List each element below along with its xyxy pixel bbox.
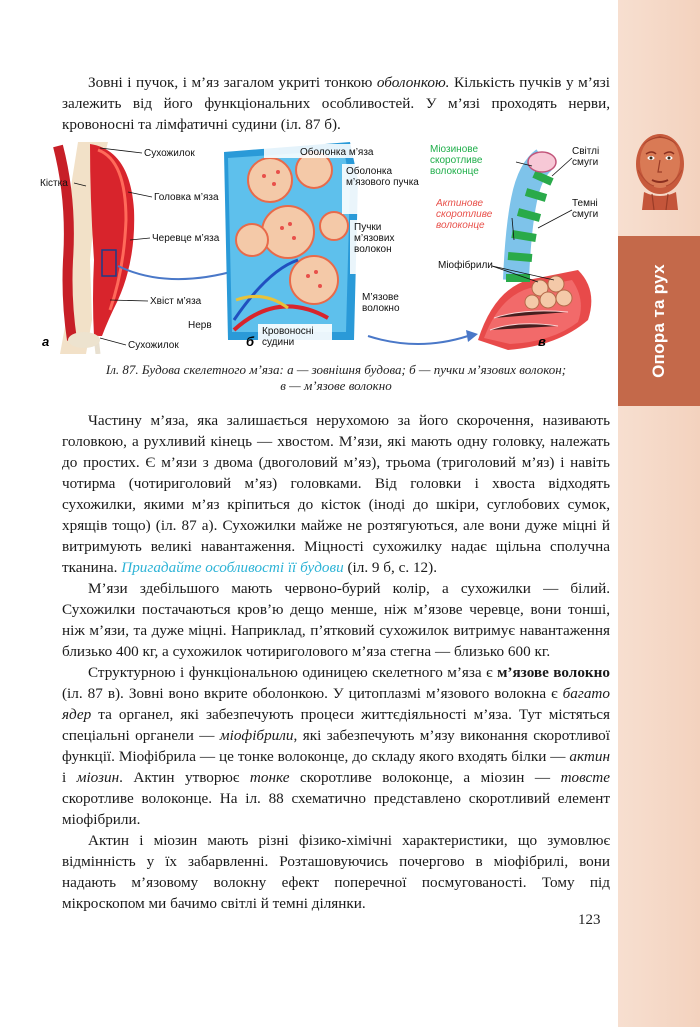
intro-paragraph	[62, 72, 610, 135]
figure-87-muscle-structure	[38, 140, 613, 354]
panel-c-letter: в	[538, 334, 546, 349]
arrow-b-to-c-head	[466, 330, 478, 342]
para2-text-2: (іл. 9 б, с. 12).	[343, 559, 438, 576]
label-a-head: Головка м’яза	[154, 192, 219, 203]
label-a-tendon-bottom: Сухожилок	[128, 340, 179, 351]
label-a-bone: Кістка	[40, 178, 68, 189]
intro-text-2: Кількість пучків у м’язі залежить від його функціональних особливостей. У м’язі проходять нерви, кровоносні та лімфатичні судини (іл. 87 б).	[62, 74, 610, 133]
panel-a-letter: а	[42, 334, 50, 349]
label-c-myofibrils: Міофібрили	[438, 260, 493, 271]
paragraph-tendons	[62, 578, 610, 662]
paragraph-muscle-fiber: Структурною і функціональною одиницею скелетного м’яза є м’язове волокно (іл. 87 в). Зовні воно вкрите оболонкою. У цитоплазмі м’язового волокна є багато ядер та органел, які забезпечують процеси життєдіяльності м’яза. Тут містяться спеціальні органели — міофібрили, які забезпечують м’язу виконання скоротливої функції. Міофібрила — це тонке волоконце, до складу якого входять білки — актин і міозин. Актин утворює тонке скоротливе волоконце, а міозин — товсте скоротливе волоконце. На іл. 88 схематично представлено скоротливий елемент міофібрили.	[62, 664, 611, 828]
label-a-tendon-top: Сухожилок	[144, 148, 195, 159]
term-myofibrils: міофібрили	[219, 727, 294, 744]
label-b-fiber-bundles: Пучки м’язових волокон	[354, 222, 395, 255]
panel-c-muscle-fiber	[430, 144, 612, 350]
intro-term-membrane: оболонкою.	[376, 74, 450, 91]
label-c-dark-bands: Темні смуги	[572, 198, 599, 220]
label-c-actin: Актинове скоротливе волоконце	[436, 198, 493, 231]
panel-b-muscle-bundles	[188, 142, 432, 352]
figure-87-caption	[62, 362, 610, 394]
caption-line-1: Іл. 87. Будова скелетного м’яза: а — зовнішня будова; б — пучки м’язових волокон;	[105, 362, 567, 377]
chapter-side-tab-label-box	[618, 236, 700, 406]
para3-text: М’язи здебільшого мають червоно-бурий колір, а сухожилки — білий. Сухожилки постачаються кров’ю дещо менше, ніж м’язове черевце, вони тонші, ніж м’язи, та дуже міцні. Наприклад, п’ятковий сухожилок витримує навантаження близько 400 кг, а сухожилок чотириголового м’яза стегна — близько 600 кг.	[62, 580, 610, 660]
chapter-title: Опора та рух	[649, 264, 669, 378]
label-b-muscle-membrane: Оболонка м’яза	[300, 147, 374, 158]
paragraph-striation	[62, 830, 610, 914]
para5-text: Актин і міозин мають різні фізико-хімічні характеристики, що зумовлює відмінність у їх забарвленні. Розташовуючись почергово в міофібрилі, вони надають м’язовому волокну ефект поперечної посмугованості. Тому під мікроскопом ми бачимо світлі й темні ділянки.	[62, 832, 610, 912]
page-number: 123	[578, 912, 601, 928]
caption-line-2: в — м’язове волокно	[280, 378, 392, 393]
label-a-tail: Хвіст м’яза	[150, 296, 202, 307]
recall-prompt: Пригадайте особливості її будови	[121, 559, 344, 576]
paragraph-heads-tails	[62, 410, 610, 578]
anatomy-head-illustration	[616, 124, 700, 210]
label-b-blood-vessels: Кровоносні судини	[262, 326, 314, 348]
term-myosin: міозин	[76, 769, 120, 786]
intro-text-1: Зовні і пучок, і м’яз загалом укриті тонкою	[88, 74, 377, 91]
label-b-muscle-fiber: М’язове волокно	[362, 292, 400, 314]
label-a-belly: Черевце м’яза	[152, 233, 220, 244]
arrow-b-to-c	[368, 336, 468, 344]
para2-text-1: Частину м’яза, яка залишається нерухомою за його скорочення, називають головкою, а рухливий кінець — хвостом. М’язи, які мають одну головку, належать до простих. Є м’язи з двома (двоголовий м’яз), трьома (триголовий м’яз) і навіть чотирма (чотириголовий м’яз) головками. Від головки і хвоста відходять сухожилки, якими м’яз кріпиться до кісток (іноді до шкіри, суглобових сумок, хрящів тощо) (іл. 87 а). Сухожилки майже не розтягуються, але вони дуже міцні й витримують великі навантаження. Міцності сухожилку надає щільна сполучна тканина.	[62, 412, 610, 576]
label-c-myosin: Міозинове скоротливе волоконце	[430, 144, 483, 177]
label-b-bundle-membrane: Оболонка м’язового пучка	[346, 166, 419, 188]
term-actin: актин	[569, 748, 610, 765]
term-muscle-fiber: м’язове волокно	[497, 664, 611, 681]
panel-b-letter: б	[246, 334, 255, 349]
label-b-nerve: Нерв	[188, 320, 212, 331]
label-c-light-bands: Світлі смуги	[572, 146, 600, 168]
